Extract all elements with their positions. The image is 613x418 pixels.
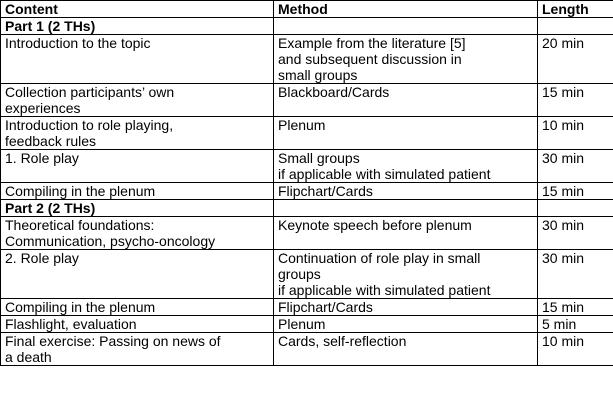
section-method-cell — [274, 200, 538, 217]
cell-content: Introduction to role playing, feedback rules — [1, 117, 274, 150]
cell-length: 15 min — [538, 299, 613, 316]
cell-content: 2. Role play — [1, 250, 274, 299]
cell-length: 10 min — [538, 333, 613, 366]
header-content: Content — [1, 1, 274, 18]
cell-length: 30 min — [538, 250, 613, 299]
table-body — [1, 18, 613, 366]
cell-method: Example from the literature [5] and subsequent discussion in small groups — [274, 35, 538, 84]
cell-length: 15 min — [538, 84, 613, 117]
cell-length: 30 min — [538, 150, 613, 183]
cell-content: Introduction to the topic — [1, 35, 274, 84]
cell-length: 20 min — [538, 35, 613, 84]
table-row — [1, 183, 613, 200]
section-row — [1, 200, 613, 217]
table-row — [1, 117, 613, 150]
cell-method: Continuation of role play in small groups if applicable with simulated patient — [274, 250, 538, 299]
table-row — [1, 84, 613, 117]
cell-method: Keynote speech before plenum — [274, 217, 538, 250]
section-length-cell — [538, 200, 613, 217]
cell-method: Blackboard/Cards — [274, 84, 538, 117]
section-length-cell — [538, 18, 613, 35]
table-row — [1, 333, 613, 366]
cell-content: Flashlight, evaluation — [1, 316, 274, 333]
cell-method: Cards, self-reflection — [274, 333, 538, 366]
header-length: Length — [538, 1, 613, 18]
cell-method: Flipchart/Cards — [274, 183, 538, 200]
cell-method: Flipchart/Cards — [274, 299, 538, 316]
cell-content: Compiling in the plenum — [1, 183, 274, 200]
section-row — [1, 18, 613, 35]
table-row — [1, 316, 613, 333]
table-row — [1, 35, 613, 84]
table-row — [1, 150, 613, 183]
section-method-cell — [274, 18, 538, 35]
cell-content: Compiling in the plenum — [1, 299, 274, 316]
header-method: Method — [274, 1, 538, 18]
section-label: Part 1 (2 THs) — [1, 18, 274, 35]
cell-content: Collection participants’ own experiences — [1, 84, 274, 117]
cell-length: 5 min — [538, 316, 613, 333]
cell-content: Final exercise: Passing on news of a death — [1, 333, 274, 366]
section-label: Part 2 (2 THs) — [1, 200, 274, 217]
cell-content: Theoretical foundations: Communication, psycho-oncology — [1, 217, 274, 250]
table-row — [1, 217, 613, 250]
table-row — [1, 299, 613, 316]
cell-method: Plenum — [274, 316, 538, 333]
table-row — [1, 250, 613, 299]
cell-length: 30 min — [538, 217, 613, 250]
header-row — [1, 1, 613, 18]
cell-method: Plenum — [274, 117, 538, 150]
cell-length: 10 min — [538, 117, 613, 150]
cell-method: Small groups if applicable with simulated patient — [274, 150, 538, 183]
cell-content: 1. Role play — [1, 150, 274, 183]
cell-length: 15 min — [538, 183, 613, 200]
